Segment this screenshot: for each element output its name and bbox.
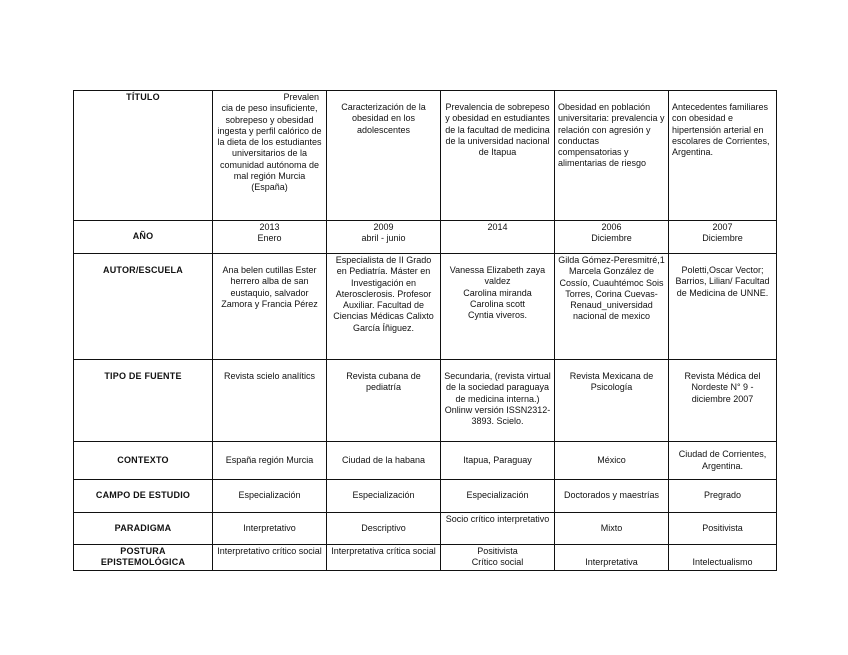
cell-fuente-2 bbox=[327, 360, 441, 442]
cell-anio-5-year: 2007 bbox=[712, 222, 733, 232]
cell-autor-3-line4: Cyntia viveros. bbox=[467, 310, 528, 321]
cell-postura-3-l2: Crítico social bbox=[471, 557, 524, 568]
cell-autor-4 bbox=[555, 254, 669, 360]
cell-campo-5: Pregrado bbox=[669, 480, 777, 513]
row-label-campo: CAMPO DE ESTUDIO bbox=[74, 480, 213, 513]
cell-postura-2: Interpretativa crítica social bbox=[327, 545, 441, 571]
cell-titulo-2-text: Caracterización de la obesidad en los adolescentes bbox=[341, 102, 426, 135]
cell-autor-3 bbox=[441, 254, 555, 360]
cell-autor-1-text: Ana belen cutillas Ester herrero alba de san eustaquio, salvador Zamora y Francia Pérez bbox=[221, 265, 318, 309]
row-label-titulo: TÍTULO bbox=[74, 91, 213, 221]
cell-contexto-5: Ciudad de Corrientes, Argentina. bbox=[669, 442, 777, 480]
row-postura bbox=[74, 545, 777, 571]
cell-titulo-4-text: Obesidad en población universitaria: prevalencia y relación con agresión y conductas compensatorias y alimentarias de riesgo bbox=[558, 102, 665, 169]
cell-anio-4-year: 2006 bbox=[601, 222, 622, 232]
cell-postura-3 bbox=[441, 545, 555, 571]
cell-autor-3-line3: Carolina scott bbox=[469, 298, 526, 309]
cell-fuente-4-text: Revista Mexicana de Psicología bbox=[569, 371, 654, 393]
cell-campo-3: Especialización bbox=[441, 480, 555, 513]
row-label-postura-l2: EPISTEMOLÓGICA bbox=[100, 557, 186, 568]
cell-anio-1 bbox=[213, 221, 327, 254]
cell-fuente-4 bbox=[555, 360, 669, 442]
cell-anio-5-month: Diciembre bbox=[702, 233, 743, 244]
row-label-anio: AÑO bbox=[74, 221, 213, 254]
cell-autor-3-line1: Vanessa Elizabeth zaya valdez bbox=[449, 265, 546, 287]
row-label-fuente bbox=[74, 360, 213, 442]
cell-anio-1-year: 2013 bbox=[259, 222, 280, 232]
cell-titulo-2 bbox=[327, 91, 441, 221]
cell-fuente-1-text: Revista scielo analítics bbox=[223, 371, 316, 381]
cell-anio-3 bbox=[441, 221, 555, 254]
row-label-autor bbox=[74, 254, 213, 360]
cell-anio-2-year: 2009 bbox=[373, 222, 394, 232]
cell-titulo-1 bbox=[213, 91, 327, 221]
cell-anio-2 bbox=[327, 221, 441, 254]
row-autor bbox=[74, 254, 777, 360]
cell-titulo-3-text: Prevalencia de sobrepeso y obesidad en estudiantes de la facultad de medicina de la universidad nacional de Itapua bbox=[445, 102, 550, 158]
cell-fuente-5-text: Revista Médica del Nordeste N° 9 - diciembre 2007 bbox=[684, 371, 761, 404]
cell-paradigma-3: Socio crítico interpretativo bbox=[441, 513, 555, 545]
cell-paradigma-1: Interpretativo bbox=[213, 513, 327, 545]
cell-anio-1-month: Enero bbox=[257, 233, 282, 244]
cell-fuente-3-text: Secundaria, (revista virtual de la sociedad paraguaya de medicina interna.) Onlinw versión ISSN2312-3893. Scielo. bbox=[444, 371, 551, 427]
cell-autor-2 bbox=[327, 254, 441, 360]
cell-paradigma-5: Positivista bbox=[669, 513, 777, 545]
row-paradigma bbox=[74, 513, 777, 545]
cell-postura-4: Interpretativa bbox=[555, 545, 669, 571]
cell-autor-3-line2: Carolina miranda bbox=[463, 287, 532, 298]
cell-anio-2-month: abril - junio bbox=[361, 233, 406, 244]
cell-titulo-1-first: Prevalen bbox=[283, 92, 319, 102]
cell-campo-1: Especialización bbox=[213, 480, 327, 513]
comparison-table bbox=[73, 90, 777, 571]
cell-postura-1: Interpretativo crítico social bbox=[213, 545, 327, 571]
row-campo bbox=[74, 480, 777, 513]
row-anio bbox=[74, 221, 777, 254]
cell-anio-4-month: Diciembre bbox=[591, 233, 632, 244]
cell-paradigma-2: Descriptivo bbox=[327, 513, 441, 545]
cell-autor-5-text: Poletti,Oscar Vector; Barrios, Lilian/ Facultad de Medicina de UNNE. bbox=[675, 265, 770, 298]
cell-contexto-4: México bbox=[555, 442, 669, 480]
cell-campo-2: Especialización bbox=[327, 480, 441, 513]
cell-titulo-5 bbox=[669, 91, 777, 221]
cell-autor-1 bbox=[213, 254, 327, 360]
cell-titulo-4 bbox=[555, 91, 669, 221]
cell-autor-4-text: Gilda Gómez-Peresmitré,1 Marcela González de Cossío, Cuauhtémoc Sois Torres, Corina Cuevas-Renaud_universidad nacional de mexico bbox=[558, 255, 665, 322]
cell-autor-2-text: Especialista de II Grado en Pediatría. Máster en Investigación en Aterosclerosis. Profesor Auxiliar. Facultad de Ciencias Médicas Calixto García Íñiguez. bbox=[333, 255, 434, 333]
row-label-contexto: CONTEXTO bbox=[74, 442, 213, 480]
row-fuente bbox=[74, 360, 777, 442]
cell-titulo-5-text: Antecedentes familiares con obesidad e hipertensión arterial en escolares de Corrientes, Argentina. bbox=[672, 102, 770, 158]
row-label-postura-l1: POSTURA bbox=[120, 546, 166, 556]
cell-anio-4 bbox=[555, 221, 669, 254]
cell-contexto-1: España región Murcia bbox=[213, 442, 327, 480]
cell-contexto-2: Ciudad de la habana bbox=[327, 442, 441, 480]
cell-postura-5: Intelectualismo bbox=[669, 545, 777, 571]
row-label-postura bbox=[74, 545, 213, 571]
cell-campo-4: Doctorados y maestrías bbox=[555, 480, 669, 513]
cell-contexto-3: Itapua, Paraguay bbox=[441, 442, 555, 480]
cell-anio-3-year: 2014 bbox=[487, 222, 508, 232]
cell-fuente-2-text: Revista cubana de pediatría bbox=[346, 371, 421, 393]
cell-fuente-3 bbox=[441, 360, 555, 442]
cell-postura-3-l1: Positivista bbox=[477, 546, 518, 556]
cell-fuente-1 bbox=[213, 360, 327, 442]
row-label-paradigma: PARADIGMA bbox=[74, 513, 213, 545]
row-label-fuente-text: TIPO DE FUENTE bbox=[104, 371, 182, 381]
cell-titulo-1-rest: cia de peso insuficiente, sobrepeso y obesidad ingesta y perfil calórico de la dieta de los estudiantes universitarios de la comunidad autónoma de mal región Murcia (España) bbox=[217, 103, 322, 193]
row-label-autor-text: AUTOR/ESCUELA bbox=[103, 265, 183, 275]
row-titulo bbox=[74, 91, 777, 221]
cell-paradigma-4: Mixto bbox=[555, 513, 669, 545]
cell-fuente-5 bbox=[669, 360, 777, 442]
cell-autor-5 bbox=[669, 254, 777, 360]
cell-anio-5 bbox=[669, 221, 777, 254]
row-contexto bbox=[74, 442, 777, 480]
cell-titulo-3 bbox=[441, 91, 555, 221]
